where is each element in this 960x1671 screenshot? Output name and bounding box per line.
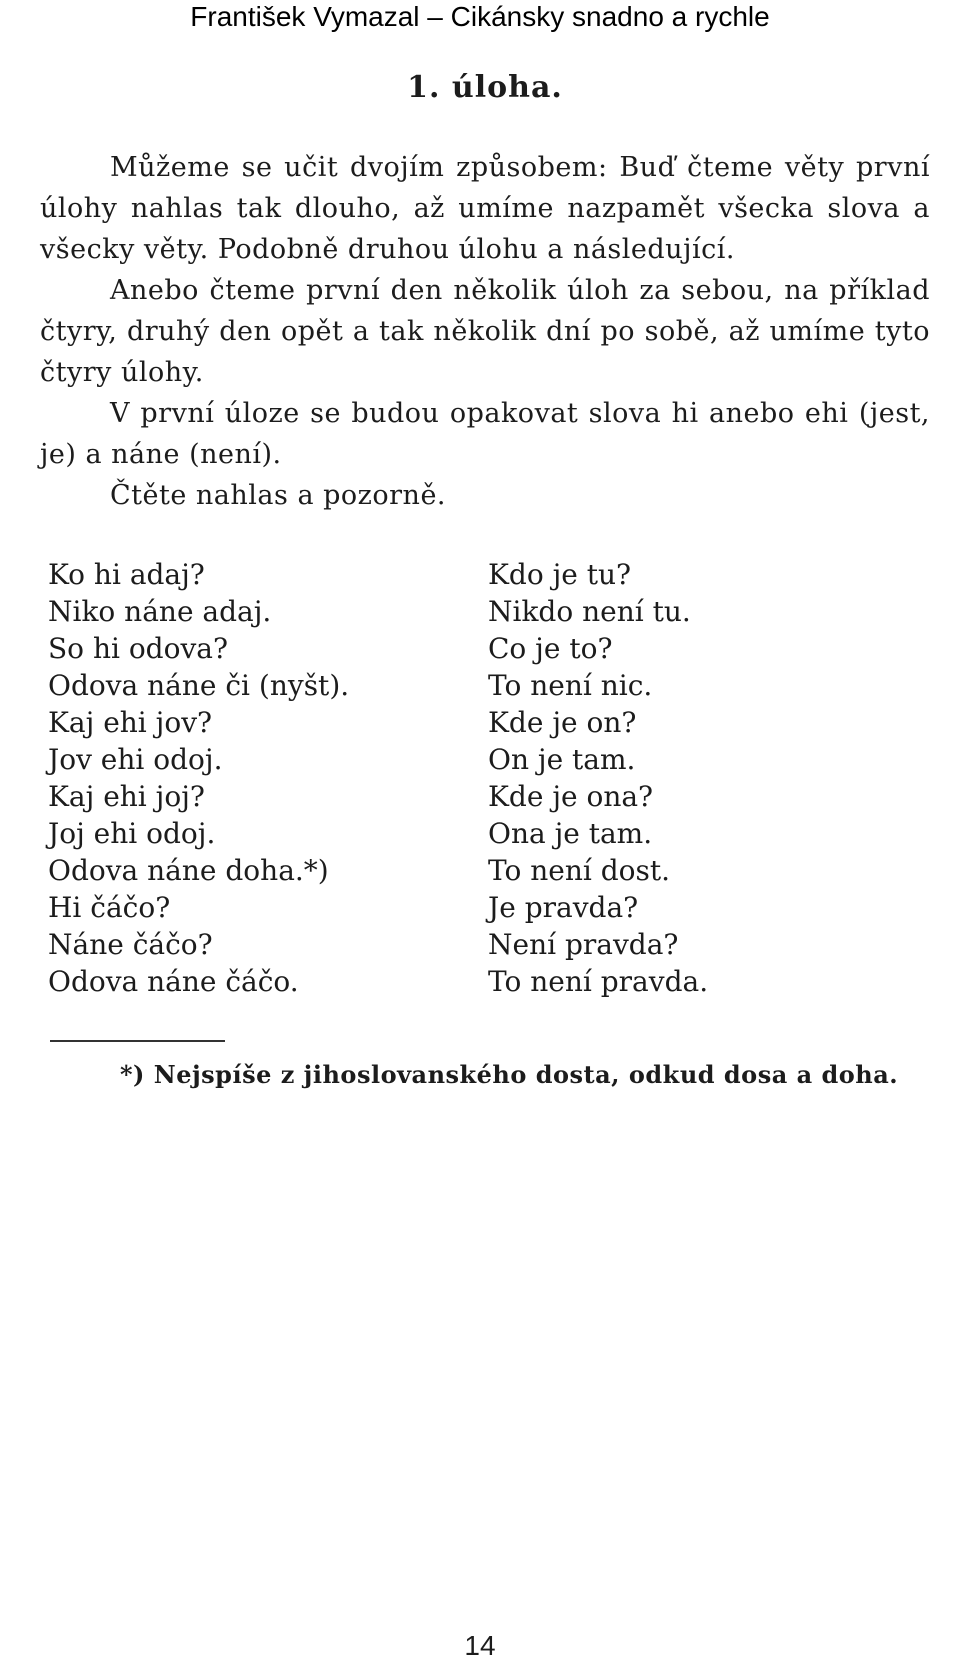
romani-column <box>40 556 488 1000</box>
phrase-table <box>40 556 930 1000</box>
romani-line: Náne čáčo? <box>48 928 213 961</box>
romani-line: Hi čáčo? <box>48 891 171 924</box>
lesson-title: 1. úloha. <box>407 70 563 105</box>
romani-line: Kaj ehi jov? <box>48 706 213 739</box>
czech-line: Kdo je tu? <box>488 558 632 591</box>
czech-line: Není pravda? <box>488 928 679 961</box>
romani-line: Jov ehi odoj. <box>48 743 223 776</box>
czech-line: To není nic. <box>488 669 653 702</box>
scanned-page <box>40 60 930 1089</box>
page-header: František Vymazal – Cikánsky snadno a rychle <box>190 1 770 32</box>
czech-line: On je tam. <box>488 743 636 776</box>
romani-line: Kaj ehi joj? <box>48 780 205 813</box>
paragraph: Můžeme se učit dvojím způsobem: Buď čteme věty první úlohy nahlas tak dlouho, až umíme nazpamět všecka slova a všecky věty. Podobně druhou úlohu a následující. <box>40 152 930 265</box>
paragraph: V první úloze se budou opakovat slova hi anebo ehi (jest, je) a náne (není). <box>40 398 930 470</box>
romani-line: Joj ehi odoj. <box>48 817 216 850</box>
romani-line: Odova náne čáčo. <box>48 965 299 998</box>
czech-line: To není pravda. <box>488 965 709 998</box>
czech-line: Nikdo není tu. <box>488 595 691 628</box>
romani-line: Niko náne adaj. <box>48 595 272 628</box>
czech-column <box>488 556 908 1000</box>
romani-line: Odova náne či (nyšt). <box>48 669 350 702</box>
romani-line: Ko hi adaj? <box>48 558 205 591</box>
romani-line: So hi odova? <box>48 632 228 665</box>
romani-line: Odova náne doha.*) <box>48 854 329 887</box>
paragraph: Anebo čteme první den několik úloh za sebou, na příklad čtyry, druhý den opět a tak několik dní po sobě, až umíme tyto čtyry úlohy. <box>40 275 930 388</box>
footnote-divider <box>50 1040 225 1042</box>
czech-line: Je pravda? <box>488 891 639 924</box>
page-number: 14 <box>464 1630 496 1661</box>
czech-line: Kde je ona? <box>488 780 654 813</box>
paragraph: Čtěte nahlas a pozorně. <box>110 480 447 511</box>
czech-line: Co je to? <box>488 632 613 665</box>
footnote: *) Nejspíše z jihoslovanského dosta, odkud dosa a doha. <box>120 1060 899 1089</box>
czech-line: Kde je on? <box>488 706 637 739</box>
czech-line: Ona je tam. <box>488 817 653 850</box>
czech-line: To není dost. <box>488 854 671 887</box>
